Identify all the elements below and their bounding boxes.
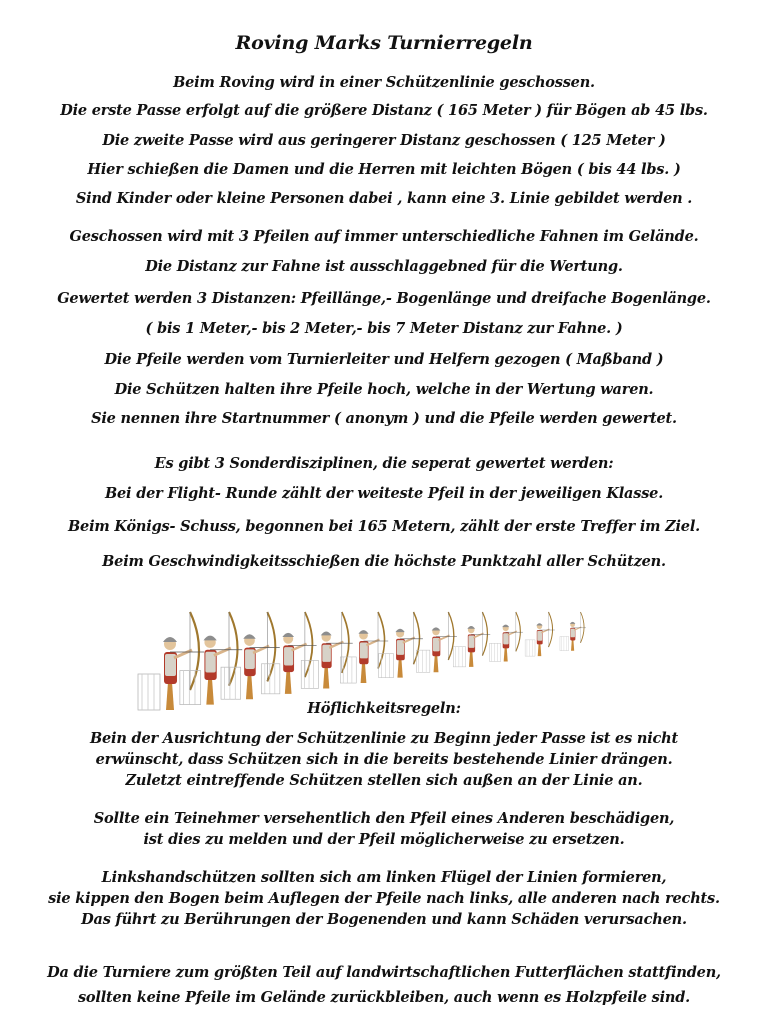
rule-line: Es gibt 3 Sonderdisziplinen, die seperat gewertet werden: [154,455,614,472]
rule-line: Die Schützen halten ihre Pfeile hoch, welche in der Wertung waren. [114,381,654,398]
archer-figure [221,612,280,699]
rule-line: Hier schießen die Damen und die Herren mit leichten Bögen ( bis 44 lbs. ) [87,161,681,178]
courtesy-line: Da die Turniere zum größten Teil auf landwirtschaftlichen Futterflächen stattfinden, [47,964,721,981]
rule-line: Die Distanz zur Fahne ist ausschlaggebned für die Wertung. [145,258,623,275]
rule-line: Gewertet werden 3 Distanzen: Pfeillänge,- Bogenlänge und dreifache Bogenlänge. [57,290,711,307]
rule-line: Beim Geschwindigkeitsschießen die höchste Punktzahl aller Schützen. [102,553,666,570]
rule-line: Beim Königs- Schuss, begonnen bei 165 Metern, zählt der erste Treffer im Ziel. [68,518,700,535]
courtesy-line: ist dies zu melden und der Pfeil möglicherweise zu ersetzen. [143,831,625,848]
courtesy-line: Das führt zu Berührungen der Bogenenden und kann Schäden verursachen. [81,911,687,928]
rule-line: Sie nennen ihre Startnummer ( anonym ) und die Pfeile werden gewertet. [91,410,677,427]
rule-line: Die erste Passe erfolgt auf die größere Distanz ( 165 Meter ) für Bögen ab 45 lbs. [60,102,708,119]
rule-line: Sind Kinder oder kleine Personen dabei , kann eine 3. Linie gebildet werden . [75,190,693,207]
rule-line: Bei der Flight- Runde zählt der weiteste Pfeil in der jeweiligen Klasse. [104,485,664,502]
courtesy-line: Sollte ein Teinehmer versehentlich den Pfeil eines Anderen beschädigen, [93,810,675,827]
archer-figure [525,612,555,656]
rule-line: Beim Roving wird in einer Schützenlinie geschossen. [173,74,595,91]
rule-line: Die zweite Passe wird aus geringerer Distanz geschossen ( 125 Meter ) [102,132,666,149]
archer-figure [453,612,490,667]
courtesy-line: Zuletzt eintreffende Schützen stellen sich außen an der Linie an. [125,772,643,789]
rule-line: Geschossen wird mit 3 Pfeilen auf immer unterschiedliche Fahnen im Gelände. [69,228,699,245]
archer-figure [261,612,316,694]
courtesy-line: Bein der Ausrichtung der Schützenlinie zu Beginn jeder Passe ist es nicht [89,730,679,747]
archer-figure [416,612,457,672]
courtesy-line: erwünscht, dass Schützen sich in die bereits bestehende Linier drängen. [95,751,673,768]
archer-figure [340,612,388,683]
courtesy-line: sie kippen den Bogen beim Auflegen der Pfeile nach links, alle anderen nach rechts. [48,890,720,907]
title: Roving Marks Turnierregeln [235,32,533,54]
courtesy-line: sollten keine Pfeile im Gelände zurückbleiben, auch wenn es Holzpfeile sind. [77,989,691,1006]
archer-figure [490,612,523,661]
rule-line: Die Pfeile werden vom Turnierleiter und Helfern gezogen ( Maßband ) [104,351,664,368]
archer-figure [560,612,586,651]
rule-line: ( bis 1 Meter,- bis 2 Meter,- bis 7 Meter Distanz zur Fahne. ) [145,320,623,337]
courtesy-line: Linkshandschützen sollten sich am linken Flügel der Linien formieren, [101,869,667,886]
archer-figure [180,612,242,705]
archer-figure [138,612,204,710]
courtesy-title: Höflichkeitsregeln: [307,700,461,717]
